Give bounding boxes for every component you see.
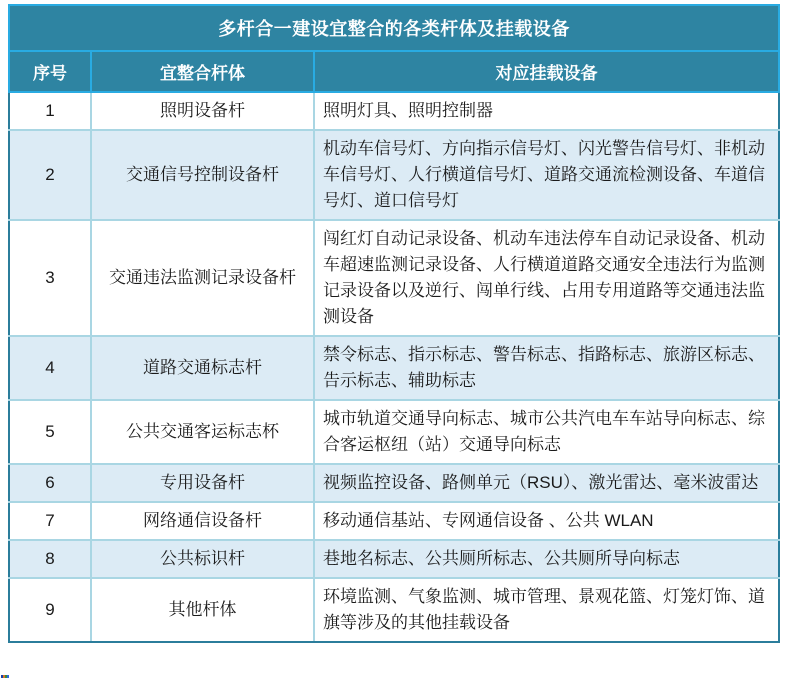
- mounted-devices: 城市轨道交通导向标志、城市公共汽电车车站导向标志、综合客运枢纽（站）交通导向标志: [314, 400, 779, 464]
- table-head: [9, 5, 779, 92]
- pole-type: 专用设备杆: [91, 464, 314, 502]
- table-title: 多杆合一建设宜整合的各类杆体及挂载设备: [9, 5, 779, 51]
- table-row: [9, 220, 779, 336]
- row-number: 5: [9, 400, 91, 464]
- column-header-pole: 宜整合杆体: [91, 51, 314, 92]
- column-header-devices: 对应挂载设备: [314, 51, 779, 92]
- integration-table: [8, 4, 780, 643]
- integration-table-container: [8, 4, 778, 643]
- row-number: 1: [9, 92, 91, 130]
- header-row: [9, 51, 779, 92]
- mounted-devices: 视频监控设备、路侧单元（RSU）、激光雷达、毫米波雷达: [314, 464, 779, 502]
- row-number: 7: [9, 502, 91, 540]
- row-number: 4: [9, 336, 91, 400]
- pole-type: 其他杆体: [91, 578, 314, 642]
- pole-type: 公共标识杆: [91, 540, 314, 578]
- mounted-devices: 机动车信号灯、方向指示信号灯、闪光警告信号灯、非机动车信号灯、人行横道信号灯、道路交通流检测设备、车道信号灯、道口信号灯: [314, 130, 779, 220]
- mounted-devices: 闯红灯自动记录设备、机动车违法停车自动记录设备、机动车超速监测记录设备、人行横道道路交通安全违法行为监测记录设备以及逆行、闯单行线、占用专用道路等交通违法监测设备: [314, 220, 779, 336]
- mounted-devices: 环境监测、气象监测、城市管理、景观花篮、灯笼灯饰、道旗等涉及的其他挂载设备: [314, 578, 779, 642]
- mounted-devices: 照明灯具、照明控制器: [314, 92, 779, 130]
- pole-type: 照明设备杆: [91, 92, 314, 130]
- column-header-no: 序号: [9, 51, 91, 92]
- row-number: 3: [9, 220, 91, 336]
- pole-type: 道路交通标志杆: [91, 336, 314, 400]
- mounted-devices: 巷地名标志、公共厕所标志、公共厕所导向标志: [314, 540, 779, 578]
- pole-type: 公共交通客运标志杯: [91, 400, 314, 464]
- table-row: [9, 578, 779, 642]
- table-row: [9, 130, 779, 220]
- table-row: [9, 540, 779, 578]
- mounted-devices: 禁令标志、指示标志、警告标志、指路标志、旅游区标志、告示标志、辅助标志: [314, 336, 779, 400]
- table-row: [9, 400, 779, 464]
- artifact-segment: [7, 675, 9, 678]
- pole-type: 交通信号控制设备杆: [91, 130, 314, 220]
- table-row: [9, 92, 779, 130]
- table-row: [9, 502, 779, 540]
- row-number: 8: [9, 540, 91, 578]
- table-row: [9, 336, 779, 400]
- pixel-artifact: [1, 675, 9, 678]
- row-number: 6: [9, 464, 91, 502]
- mounted-devices: 移动通信基站、专网通信设备 、公共 WLAN: [314, 502, 779, 540]
- pole-type: 交通违法监测记录设备杆: [91, 220, 314, 336]
- table-body: [9, 92, 779, 642]
- row-number: 9: [9, 578, 91, 642]
- table-row: [9, 464, 779, 502]
- pole-type: 网络通信设备杆: [91, 502, 314, 540]
- row-number: 2: [9, 130, 91, 220]
- title-row: [9, 5, 779, 51]
